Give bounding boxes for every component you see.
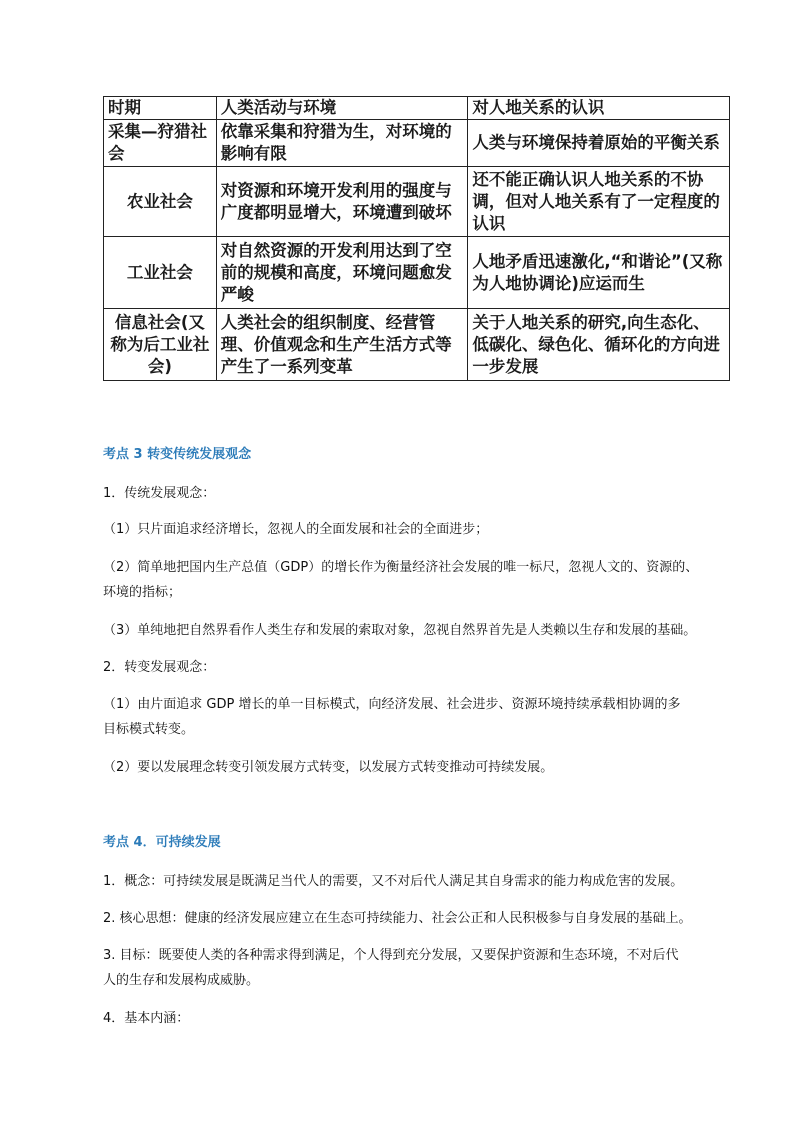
row-activity: 人类社会的组织制度、经营管理、价值观念和生产生活方式等产生了一系列变革 (216, 309, 468, 381)
section3-p6b: 目标模式转变。 (103, 722, 195, 737)
row-period: 农业社会 (104, 167, 217, 237)
section3-p3a: （2）简单地把国内生产总值（GDP）的增长作为衡量经济社会发展的唯一标尺，忽视人文的、资源的、 (103, 560, 699, 575)
table-row (104, 309, 730, 381)
header-activity: 人类活动与环境 (216, 97, 468, 120)
header-understanding: 对人地关系的认识 (468, 97, 730, 120)
section3-p6a: （1）由片面追求 GDP 增长的单一目标模式，向经济发展、社会进步、资源环境持续承载相协调的多 (103, 697, 681, 712)
section4-p1: 1．概念：可持续发展是既满足当代人的需要，又不对后代人满足其自身需求的能力构成危害的发展。 (103, 874, 684, 889)
section3-p4: （3）单纯地把自然界看作人类生存和发展的索取对象，忽视自然界首先是人类赖以生存和发展的基础。 (103, 623, 697, 638)
table-header-row (104, 97, 730, 120)
comparison-table (103, 96, 730, 381)
row-period: 信息社会(又称为后工业社会) (104, 309, 217, 381)
header-period: 时期 (104, 97, 217, 120)
row-period: 工业社会 (104, 237, 217, 309)
section4-heading: 考点 4．可持续发展 (103, 835, 221, 850)
section3-p3b: 环境的指标； (103, 585, 182, 600)
row-understanding: 还不能正确认识人地关系的不协调，但对人地关系有了一定程度的认识 (468, 167, 730, 237)
section3-p7: （2）要以发展理念转变引领发展方式转变，以发展方式转变推动可持续发展。 (103, 760, 554, 775)
row-understanding: 人地矛盾迅速激化,“和谐论”(又称为人地协调论)应运而生 (468, 237, 730, 309)
section4-p4: 4．基本内涵： (103, 1011, 190, 1026)
row-understanding: 关于人地关系的研究,向生态化、低碳化、绿色化、循环化的方向进一步发展 (468, 309, 730, 381)
section3-p5: 2．转变发展观念： (103, 660, 216, 675)
table-row (104, 120, 730, 167)
table-row (104, 237, 730, 309)
section3-p1: 1．传统发展观念： (103, 486, 216, 501)
row-understanding: 人类与环境保持着原始的平衡关系 (468, 120, 730, 167)
section4-p3b: 人的生存和发展构成威胁。 (103, 973, 260, 988)
row-activity: 对资源和环境开发利用的强度与广度都明显增大，环境遭到破坏 (216, 167, 468, 237)
section4-p2: 2. 核心思想：健康的经济发展应建立在生态可持续能力、社会公正和人民积极参与自身发展的基础上。 (103, 911, 692, 926)
section4-p3a: 3. 目标：既要使人类的各种需求得到满足，个人得到充分发展，又要保护资源和生态环境，不对后代 (103, 948, 679, 963)
section3-p2: （1）只片面追求经济增长，忽视人的全面发展和社会的全面进步； (103, 522, 489, 537)
table-row (104, 167, 730, 237)
human-environment-table (103, 96, 730, 381)
section3-heading: 考点 3 转变传统发展观念 (103, 447, 252, 462)
row-activity: 依靠采集和狩猎为生，对环境的影响有限 (216, 120, 468, 167)
row-period: 采集—狩猎社会 (104, 120, 217, 167)
row-activity: 对自然资源的开发利用达到了空前的规模和高度，环境问题愈发严峻 (216, 237, 468, 309)
